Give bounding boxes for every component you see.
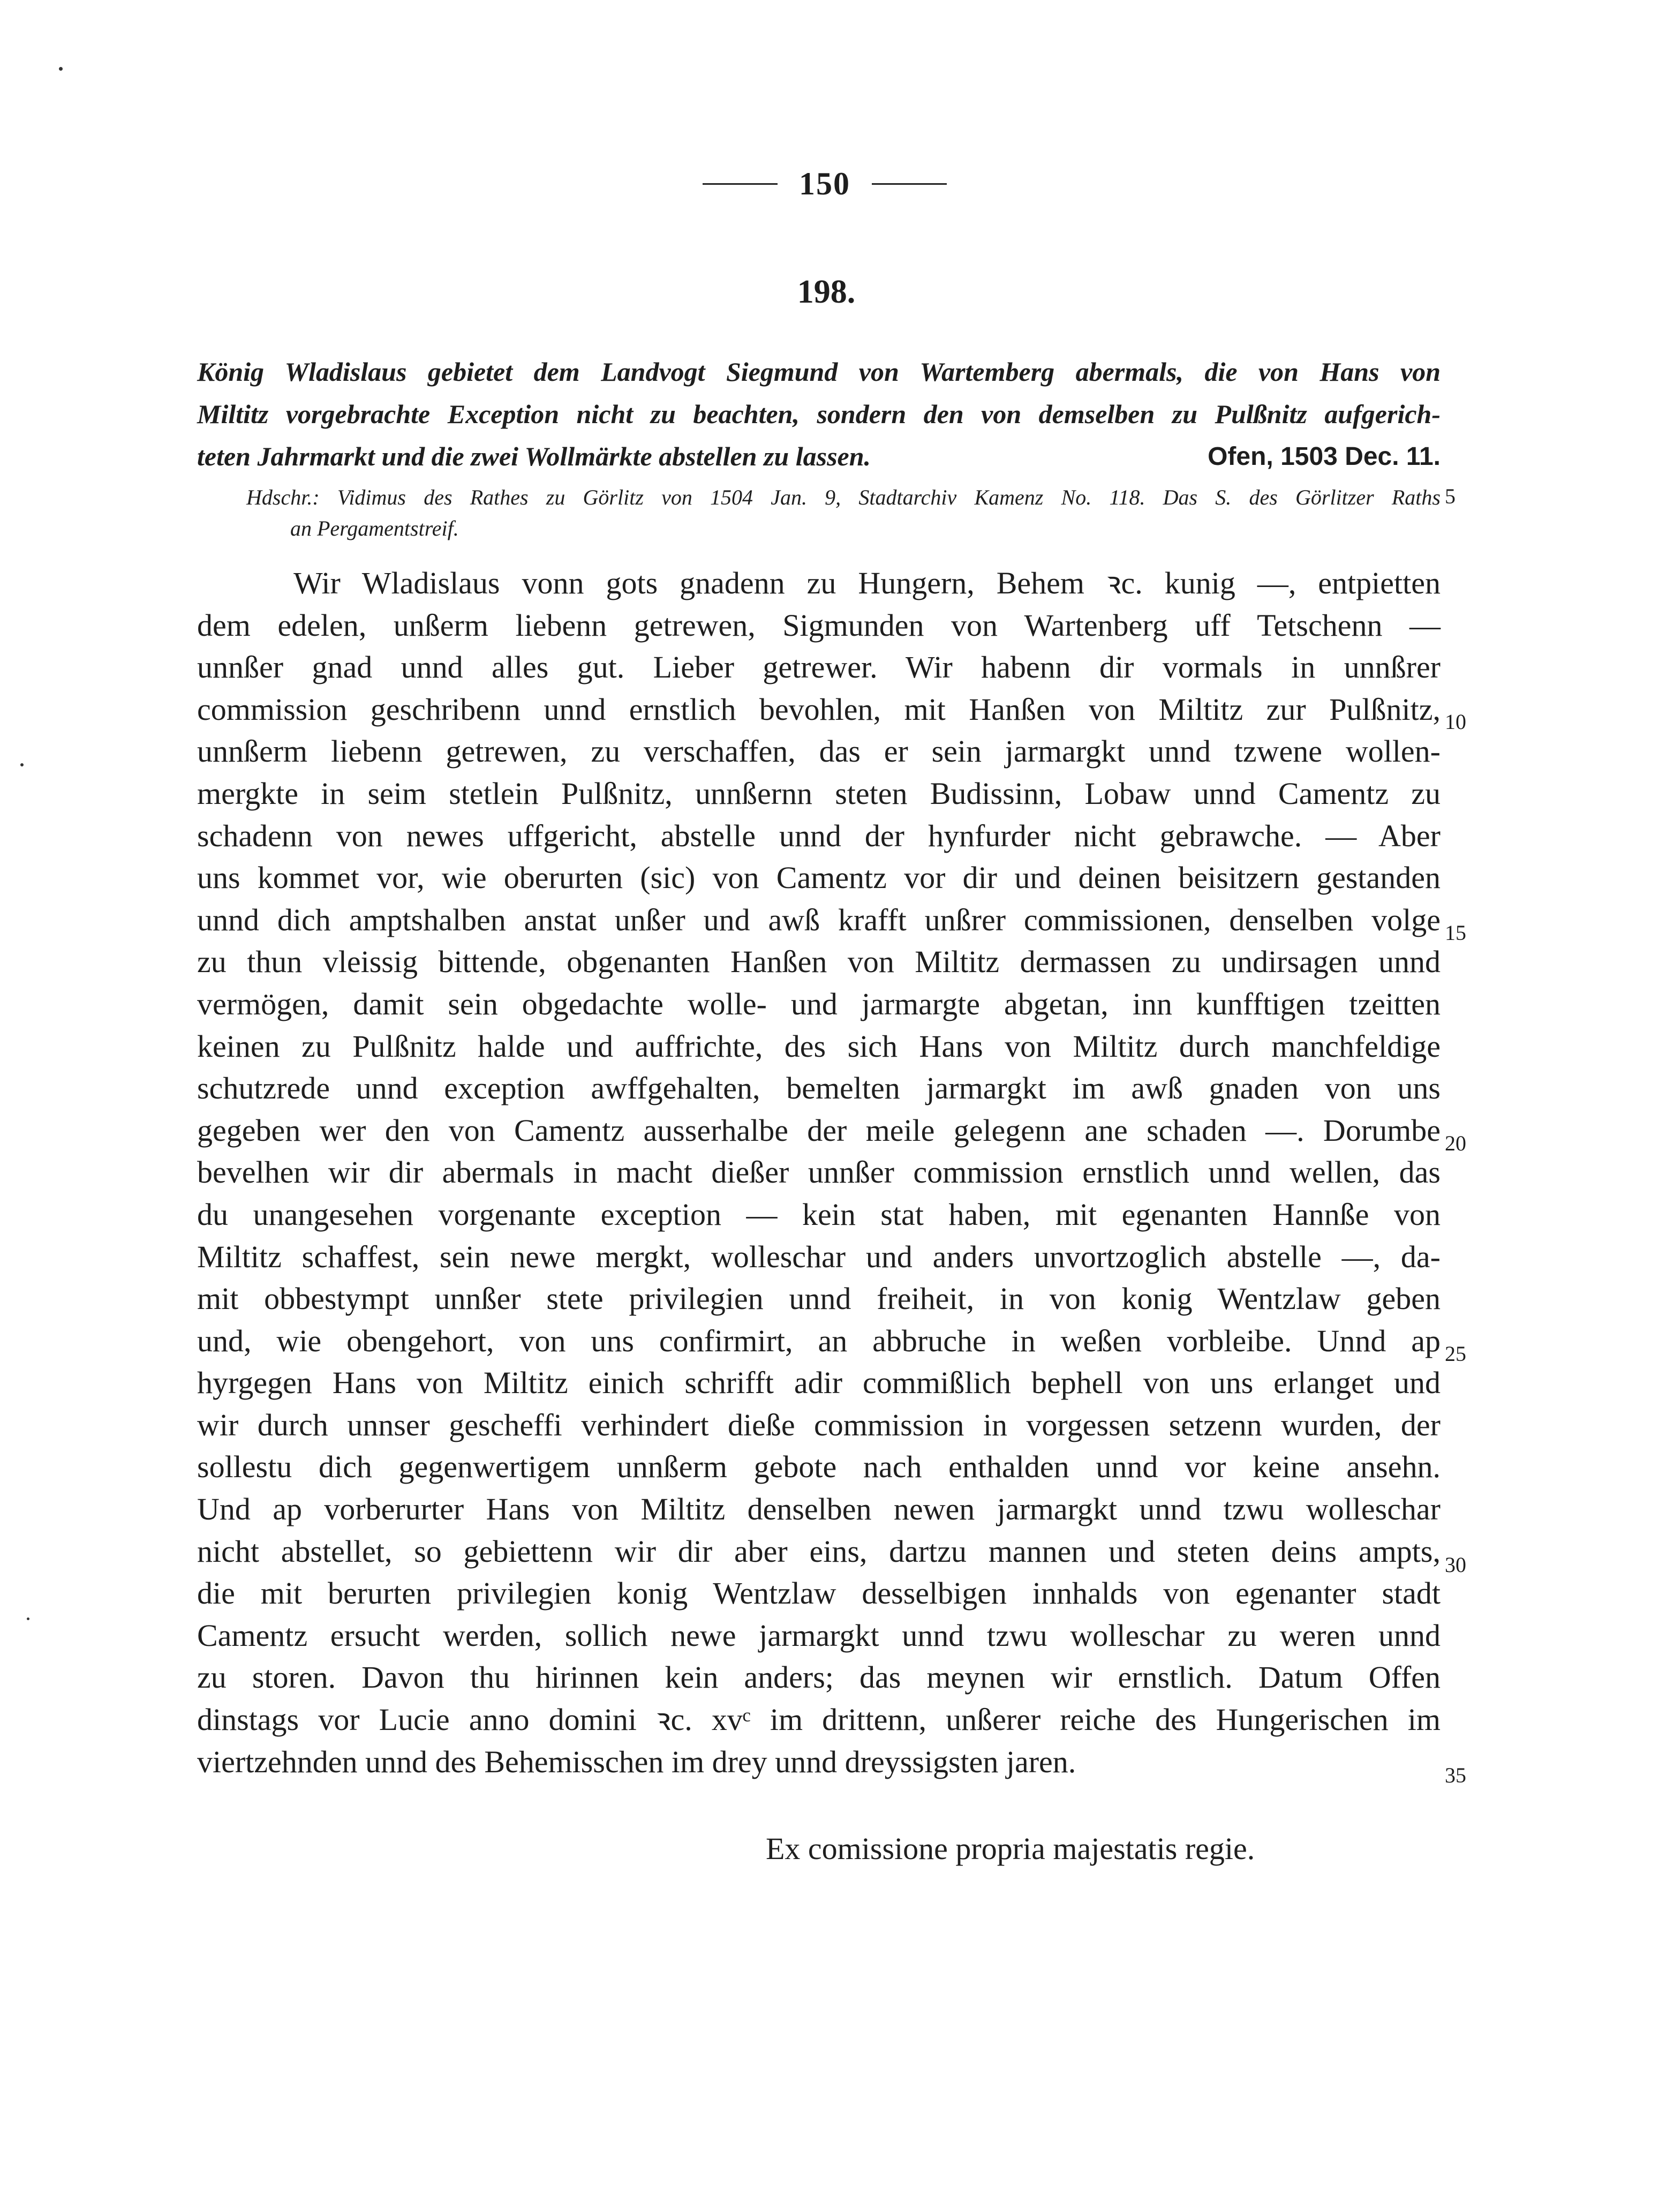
text-line: die mit berurten privilegien konig Wentzlaw desselbigen innhalds von egenanter stadt (197, 1576, 1441, 1611)
text-line: mit obbestympt unnßer stete privilegien unnd freiheit, in von konig Wentzlaw geben (197, 1281, 1441, 1316)
text-line: nicht abstellet, so gebiettenn wir dir aber eins, dartzu mannen und steten deins ampts, (197, 1533, 1441, 1569)
text-line: Wir Wladislaus vonn gots gnadenn zu Hungern, Behem ꝛc. kunig —, entpietten (293, 566, 1441, 600)
summary-line: König Wladislaus gebietet dem Landvogt Siegmund von Wartemberg abermals, die von Hans von (197, 357, 1441, 387)
document-summary (197, 351, 1441, 478)
document-body (197, 562, 1441, 1783)
text-line: commission geschribenn unnd ernstlich bevohlen, mit Hanßen von Miltitz zur Pulßnitz, (197, 691, 1441, 727)
text-line: dinstags vor Lucie anno domini ꝛc. xvᶜ im drittenn, unßerer reiche des Hungerischen im (197, 1702, 1441, 1737)
text-line: unnßer gnad unnd alles gut. Lieber getrewer. Wir habenn dir vormals in unnßrer (197, 650, 1441, 685)
text-line: keinen zu Pulßnitz halde und auffrichte, des sich Hans von Miltitz durch manchfeldige (197, 1028, 1441, 1064)
margin-line-number: 10 (1445, 710, 1466, 734)
margin-line-number: 35 (1445, 1763, 1466, 1787)
text-line: bevelhen wir dir abermals in macht dießer unnßer commission ernstlich unnd wellen, das (197, 1155, 1441, 1190)
text-line: unnd dich amptshalben anstat unßer und awß krafft unßrer commissionen, denselben volge (197, 902, 1441, 937)
text-line: wir durch unnser gescheffi verhindert dieße commission in vorgessen setzenn wurden, der (197, 1407, 1441, 1442)
text-line: Camentz ersucht werden, sollich newe jarmargkt unnd tzwu wolleschar zu weren unnd (197, 1617, 1441, 1653)
margin-line-number: 30 (1445, 1553, 1466, 1577)
header-rule-right (872, 183, 947, 185)
source-line: Hdschr.: Vidimus des Rathes zu Görlitz von 1504 Jan. 9, Stadtarchiv Kamenz No. 118. Das S. des Görlitzer Raths (246, 485, 1441, 509)
text-line: zu storen. Davon thu hirinnen kein anders; das meynen wir ernstlich. Datum Offen (197, 1660, 1441, 1695)
text-line: sollestu dich gegenwertigem unnßerm gebote nach enthalden unnd vor keine ansehn. (197, 1449, 1441, 1485)
margin-line-number: 15 (1445, 921, 1466, 945)
text-line: Und ap vorberurter Hans von Miltitz denselben newen jarmargkt unnd tzwu wolleschar (197, 1492, 1441, 1527)
paper-speck (20, 763, 24, 766)
source-note (246, 482, 1441, 544)
text-line: und, wie obengehort, von uns confirmirt, an abbruche in weßen vorbleibe. Unnd ap (197, 1323, 1441, 1358)
text-line: uns kommet vor, wie oberurten (sic) von Camentz vor dir und deinen beisitzern gestanden (197, 860, 1441, 896)
text-line: dem edelen, unßerm liebenn getrewen, Sigmunden von Wartenberg uff Tetschenn — (197, 607, 1441, 643)
text-line: vermögen, damit sein obgedachte wolle- und jarmargte abgetan, inn kunfftigen tzeitten (197, 986, 1441, 1021)
page-header (675, 160, 975, 208)
text-line: gegeben wer den von Camentz ausserhalbe der meile gelegenn ane schaden —. Dorumbe (197, 1112, 1441, 1148)
paper-speck (59, 67, 63, 71)
text-line: zu thun vleissig bittende, obgenanten Hanßen von Miltitz dermassen zu undirsagen unnd (197, 944, 1441, 980)
text-line: du unangesehen vorgenante exception — kein stat haben, mit egenanten Hannße von (197, 1197, 1441, 1232)
text-line: viertzehnden unnd des Behemisschen im drey unnd dreyssigsten jaren. (197, 1744, 1076, 1779)
summary-last-line (197, 435, 1441, 478)
text-line: unnßerm liebenn getrewen, zu verschaffen, das er sein jarmargkt unnd tzwene wollen- (197, 734, 1441, 769)
margin-line-number: 25 (1445, 1342, 1466, 1366)
document-number-text: 198. (797, 274, 856, 310)
text-line: Miltitz schaffest, sein newe mergkt, wolleschar und anders unvortzoglich abstelle —, da- (197, 1239, 1441, 1274)
summary-line: Miltitz vorgebrachte Exception nicht zu beachten, sondern den von demselben zu Pulßnitz aufgerich- (197, 399, 1441, 429)
text-line: schadenn von newes uffgericht, abstelle unnd der hynfurder nicht gebrawche. — Aber (197, 818, 1441, 853)
summary-line: teten Jahrmarkt und die zwei Wollmärkte abstellen zu lassen. (197, 441, 871, 471)
paper-speck (27, 1617, 29, 1620)
place-date: Ofen, 1503 Dec. 11. (1208, 442, 1441, 471)
margin-line-number: 20 (1445, 1131, 1466, 1155)
text-line: mergkte in seim stetlein Pulßnitz, unnßernn steten Budissinn, Lobaw unnd Camentz zu (197, 776, 1441, 811)
text-line: hyrgegen Hans von Miltitz einich schrifft adir commißlich bephell von uns erlanget und (197, 1365, 1441, 1401)
closing-formula: Ex comissione propria majestatis regie. (766, 1831, 1255, 1866)
header-rule-left (703, 183, 778, 185)
text-line: schutzrede unnd exception awffgehalten, bemelten jarmargkt im awß gnaden von uns (197, 1071, 1441, 1106)
document-number (0, 273, 1674, 311)
page-number: 150 (799, 165, 850, 201)
margin-line-number: 5 (1445, 484, 1456, 508)
source-line: an Pergamentstreif. (290, 516, 459, 540)
